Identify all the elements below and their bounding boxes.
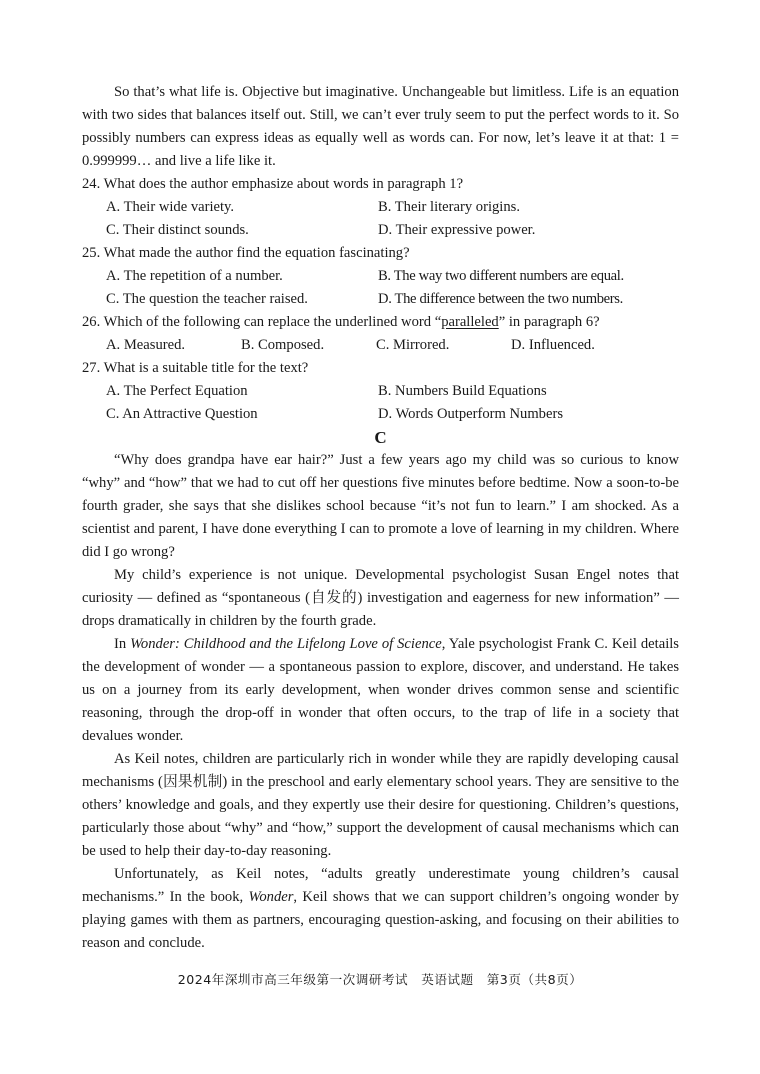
stem-before: 26. Which of the following can replace the underlined word xyxy=(82,314,435,330)
option-c: C. The question the teacher raised. xyxy=(106,291,308,307)
passage-paragraph-3 xyxy=(82,633,679,748)
option-d: D. Influenced. xyxy=(511,337,595,353)
option-d: D. The difference between the two numbers. xyxy=(378,291,623,307)
options-row xyxy=(82,334,679,357)
question-27 xyxy=(82,357,679,426)
options-row xyxy=(82,265,679,288)
options-row xyxy=(82,380,679,403)
p5-body: , Keil shows that we can support children’s ongoing wonder by playing games with them as partners, encouraging question-asking, and focusing on their abilities to reason and conclude. xyxy=(82,889,679,951)
question-stem: 27. What is a suitable title for the text? xyxy=(82,360,309,376)
page-footer: 2024年深圳市高三年级第一次调研考试 英语试题 第3页（共8页） xyxy=(177,972,583,987)
option-d: D. Words Outperform Numbers xyxy=(378,406,564,422)
option-b: B. Their literary origins. xyxy=(378,199,520,215)
passage-paragraph-1: “Why does grandpa have ear hair?” Just a few years ago my child was so curious to know “why” and “how” that we had to cut off her questions five minutes before bedtime. Now a soon-to-be fourth grader, she says that she dislikes school because “it’s not fun to learn.” I am shocked. As a scientist and parent, I have done everything I can to promote a love of learning in my children. Where did I go wrong? xyxy=(82,452,679,560)
book-title-short: Wonder xyxy=(248,889,294,905)
stem-after: in paragraph 6? xyxy=(505,314,600,330)
section-heading: C xyxy=(374,428,387,447)
option-a: A. The Perfect Equation xyxy=(106,383,248,399)
question-stem: 24. What does the author emphasize about words in paragraph 1? xyxy=(82,176,464,192)
option-c: C. Their distinct sounds. xyxy=(106,222,249,238)
options-row xyxy=(82,403,679,426)
page-content xyxy=(82,81,679,955)
option-a: A. The repetition of a number. xyxy=(106,268,283,284)
intro-paragraph: So that’s what life is. Objective but imaginative. Unchangeable but limitless. Life is an equation with two sides that balances itself out. Still, we can’t ever truly seem to put the perfect words to it. So possibly numbers can express ideas as equally well as words can. For now, let’s leave it at that: 1 = 0.999999… and live a life like it. xyxy=(82,84,679,169)
question-24 xyxy=(82,173,679,242)
stem-word: “paralleled” xyxy=(434,314,506,330)
p5-lead: Unfortunately, as Keil notes, “adults greatly underestimate young children’s causal mechanisms.” In the book, xyxy=(82,866,679,905)
passage-paragraph-2: My child’s experience is not unique. Developmental psychologist Susan Engel notes that curiosity — defined as “spontaneous (自发的) investigation and eagerness for new information” — drops dramatically in children by the fourth grade. xyxy=(82,567,679,629)
options-row xyxy=(82,288,679,311)
p3-lead: In xyxy=(114,636,131,652)
option-c: C. An Attractive Question xyxy=(106,406,258,422)
question-stem xyxy=(82,311,679,334)
question-26 xyxy=(82,311,679,357)
options-row xyxy=(82,219,679,242)
option-a: A. Their wide variety. xyxy=(106,199,235,215)
option-b: B. Composed. xyxy=(241,337,325,353)
question-25 xyxy=(82,242,679,311)
option-c: C. Mirrored. xyxy=(376,337,450,353)
option-b: B. The way two different numbers are equal. xyxy=(378,268,624,284)
book-title: Wonder: Childhood and the Lifelong Love of Science xyxy=(130,636,442,652)
options-row xyxy=(82,196,679,219)
option-a: A. Measured. xyxy=(106,337,186,353)
option-b: B. Numbers Build Equations xyxy=(378,383,547,399)
option-d: D. Their expressive power. xyxy=(378,222,536,238)
passage-paragraph-5 xyxy=(82,863,679,955)
question-stem: 25. What made the author find the equation fascinating? xyxy=(82,245,410,261)
p3-body: , Yale psychologist Frank C. Keil details the development of wonder — a spontaneous passion to explore, discover, and understand. He takes us on a journey from its early development, when wonder drives common sense and scientific reasoning, through the drop-off in wonder that often occurs, to the trap of life in a society that devalues wonder. xyxy=(82,636,679,744)
passage-paragraph-4: As Keil notes, children are particularly rich in wonder while they are rapidly developing causal mechanisms (因果机制) in the preschool and early elementary school years. They are sensitive to the others’ knowledge and goals, and they expertly use their desire for questioning. Children’s questions, particularly those about “why” and “how,” support the development of causal mechanisms which can be used to help their day-to-day reasoning. xyxy=(82,751,679,859)
